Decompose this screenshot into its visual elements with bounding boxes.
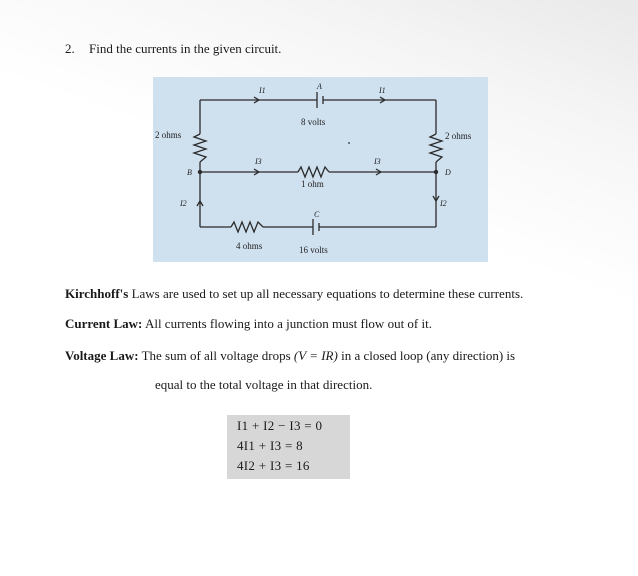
battery-bottom-label: 16 volts: [299, 245, 328, 255]
node-d-dot: [434, 170, 438, 174]
resistor-bottom-label: 4 ohms: [236, 241, 263, 251]
question-number: 2.: [65, 41, 75, 56]
current-arrows: [197, 97, 439, 206]
node-b-label: B: [187, 168, 192, 177]
current-mid-left-label: I3: [255, 157, 262, 166]
resistor-middle-label: 1 ohm: [301, 179, 324, 189]
stray-dot: [348, 142, 350, 144]
voltage-law-formula: (V = IR): [293, 348, 338, 363]
resistor-right-label: 2 ohms: [445, 131, 472, 141]
voltage-law-paragraph: [65, 348, 515, 364]
kirchhoff-paragraph: [65, 286, 523, 302]
resistor-left-label: 2 ohms: [155, 130, 182, 140]
battery-top-label: 8 volts: [301, 117, 326, 127]
equation-1: I1 + I2 − I3 = 0: [237, 418, 323, 433]
current-mid-right-label: I3: [374, 157, 381, 166]
current-top-left-label: I1: [259, 86, 266, 95]
voltage-law-line-2: equal to the total voltage in that direction.: [155, 377, 373, 392]
equations-box: [227, 415, 350, 479]
kirchhoff-text: Laws are used to set up all necessary equations to determine these currents.: [131, 286, 524, 301]
current-law-heading: Current Law:: [65, 316, 143, 331]
voltage-law-text-before: The sum of all voltage drops: [141, 348, 291, 363]
current-law-text: All currents flowing into a junction must flow out of it.: [144, 316, 432, 331]
kirchhoff-heading: Kirchhoff's: [65, 286, 129, 301]
voltage-law-text-after: in a closed loop (any direction) is: [341, 348, 516, 363]
current-top-right-label: I1: [379, 86, 386, 95]
node-b-dot: [198, 170, 202, 174]
node-a-label: A: [317, 82, 322, 91]
question-text: Find the currents in the given circuit.: [89, 41, 282, 56]
voltage-law-heading: Voltage Law:: [65, 348, 139, 363]
question: [65, 41, 281, 57]
node-d-label: D: [445, 168, 451, 177]
current-right-label: I2: [440, 199, 447, 208]
equation-2: 4I1 + I3 = 8: [237, 438, 303, 453]
node-c-label: C: [314, 210, 320, 219]
equation-3: 4I2 + I3 = 16: [237, 458, 310, 473]
resistor-left-zigzag: [194, 134, 206, 162]
resistor-middle-zigzag: [298, 167, 329, 177]
resistor-right-zigzag: [430, 134, 442, 162]
circuit-svg: [153, 77, 488, 262]
current-left-label: I2: [180, 199, 187, 208]
current-law-paragraph: [65, 316, 432, 332]
resistor-bottom-zigzag: [231, 222, 263, 232]
circuit-diagram: [153, 77, 488, 262]
